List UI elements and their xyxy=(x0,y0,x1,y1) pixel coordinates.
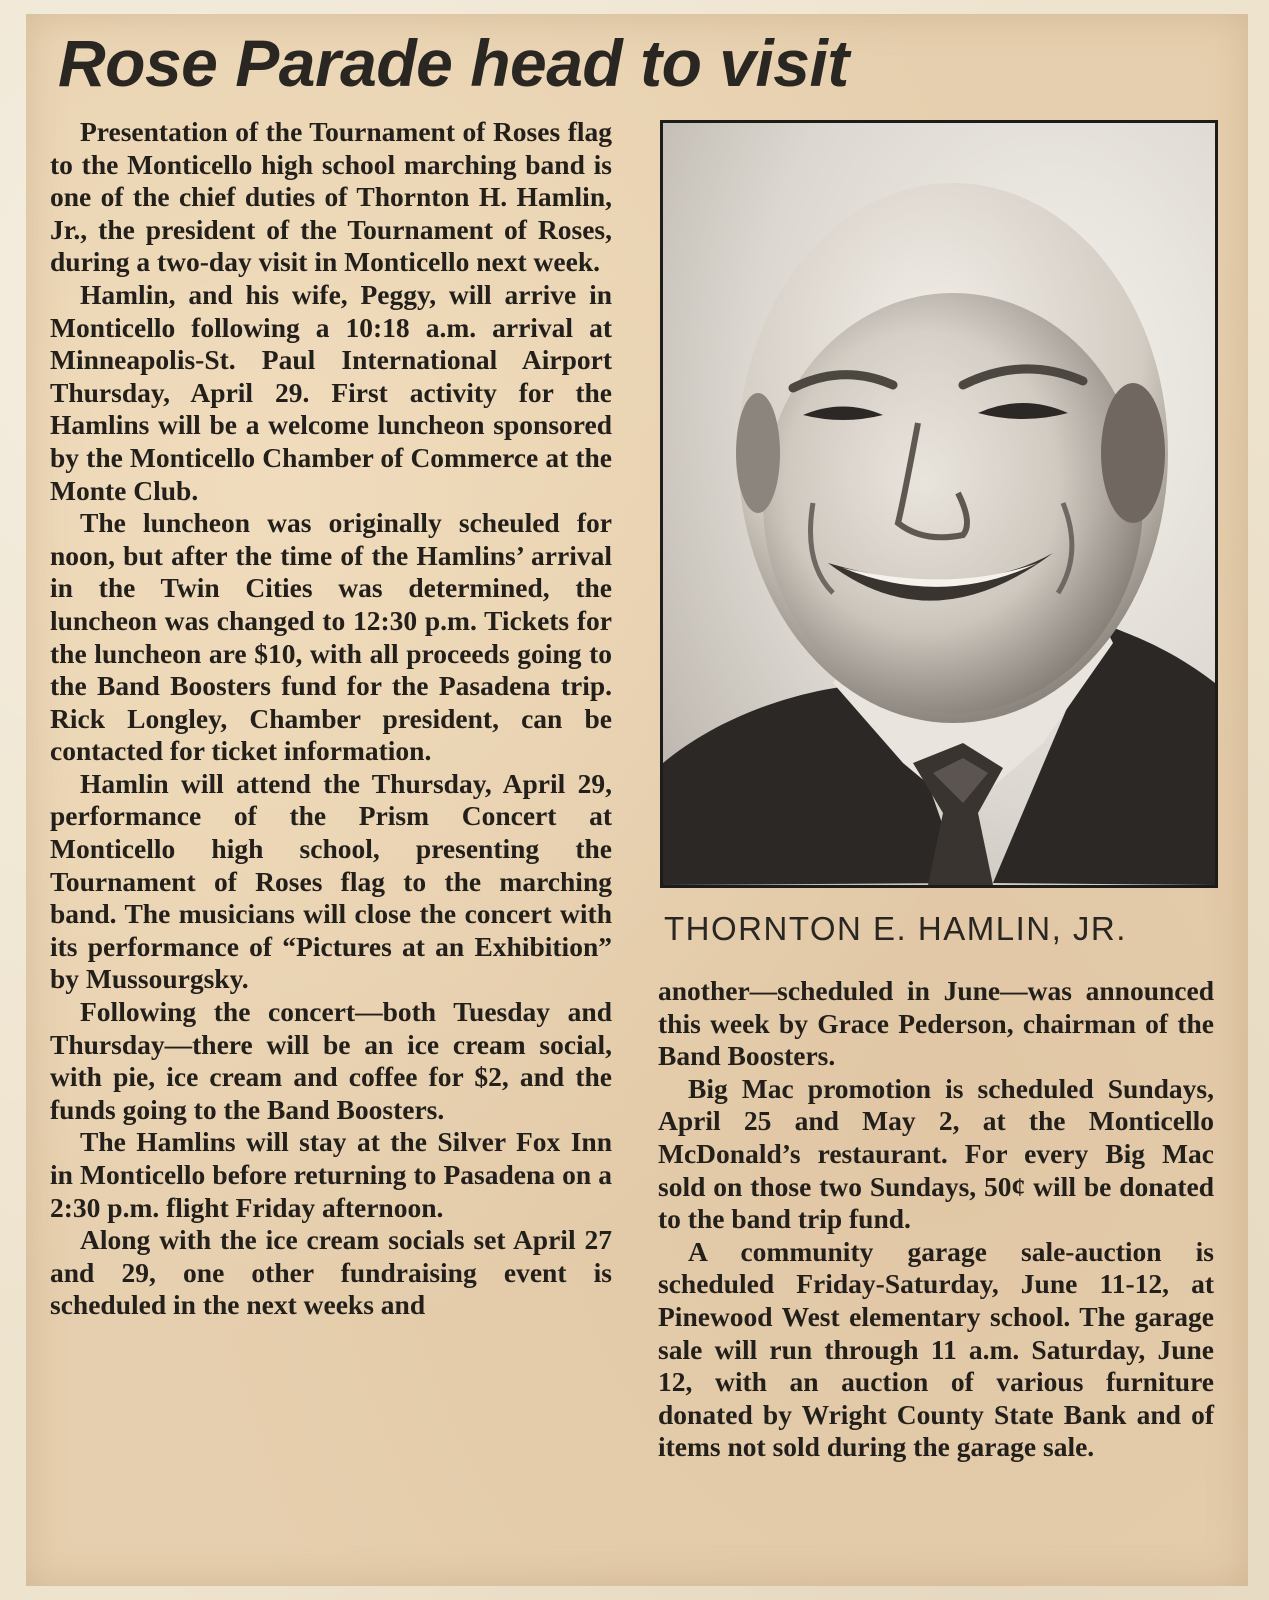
article-column-left xyxy=(50,116,612,1322)
headline: Rose Parade head to visit xyxy=(58,26,849,100)
paragraph: Presentation of the Tournament of Roses flag to the Monticello high school marching band is one of the chief duties of Thornton H. Hamlin, Jr., the president of the Tournament of Roses, during a two-day visit in Monticello next week. xyxy=(50,116,612,278)
paragraph: Big Mac promotion is scheduled Sundays, April 25 and May 2, at the Monticello McDonald’s restaurant. For every Big Mac sold on those two Sundays, 50¢ will be donated to the band trip fund. xyxy=(658,1072,1214,1235)
paragraph: Following the concert—both Tuesday and Thursday—there will be an ice cream social, with pie, ice cream and coffee for $2, and the funds going to the Band Boosters. xyxy=(50,996,612,1125)
paragraph: The Hamlins will stay at the Silver Fox Inn in Monticello before returning to Pasadena on a 2:30 p.m. flight Friday afternoon. xyxy=(50,1126,612,1223)
portrait-image xyxy=(663,123,1215,885)
paragraph: The luncheon was originally scheuled for noon, but after the time of the Hamlins’ arrival in the Twin Cities was determined, the luncheon was changed to 12:30 p.m. Tickets for the luncheon are $10, with all proceeds going to the Band Boosters fund for the Pasadena trip. Rick Longley, Chamber president, can be contacted for ticket information. xyxy=(50,507,612,767)
paragraph: Hamlin, and his wife, Peggy, will arrive in Monticello following a 10:18 a.m. arrival at Minneapolis-St. Paul International Airport Thursday, April 29. First activity for the Hamlins will be a welcome luncheon sponsored by the Monticello Chamber of Commerce at the Monte Club. xyxy=(50,278,612,506)
paragraph: A community garage sale-auction is scheduled Friday-Saturday, June 11-12, at Pinewood West elementary school. The garage sale will run through 11 a.m. Saturday, June 12, with an auction of various furniture donated by Wright County State Bank and of items not sold during the garage sale. xyxy=(658,1235,1214,1463)
paragraph: Hamlin will attend the Thursday, April 29, performance of the Prism Concert at Monticello high school, presenting the Tournament of Roses flag to the marching band. The musicians will close the concert with its performance of “Pictures at an Exhibition” by Mussourgsky. xyxy=(50,767,612,995)
paragraph: another—scheduled in June—was announced this week by Grace Pederson, chairman of the Band Boosters. xyxy=(658,975,1214,1072)
photo-caption: THORNTON E. HAMLIN, JR. xyxy=(664,910,1127,947)
portrait-photo xyxy=(660,120,1218,888)
paragraph: Along with the ice cream socials set April 27 and 29, one other fundraising event is scheduled in the next weeks and xyxy=(50,1224,612,1321)
article-column-right xyxy=(658,975,1214,1464)
